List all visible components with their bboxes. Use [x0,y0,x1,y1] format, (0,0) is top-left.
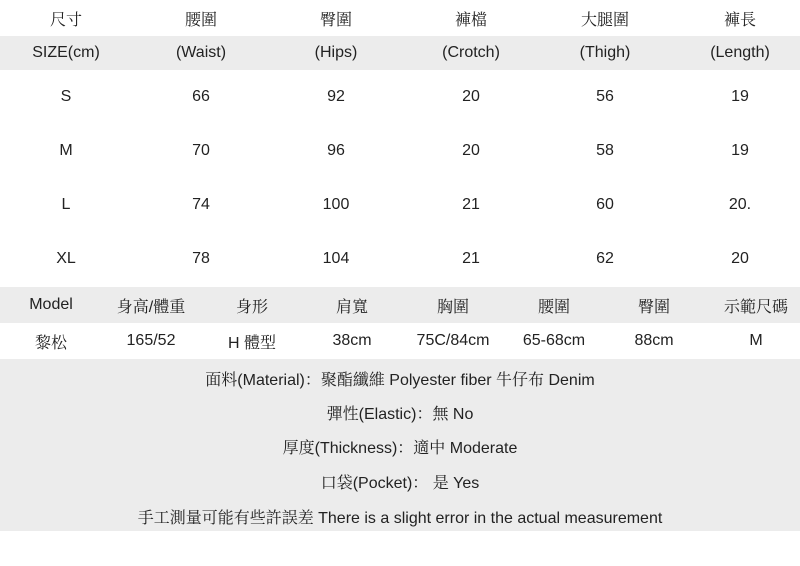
size-label: XL [56,250,76,267]
size-header-zh-row [0,0,800,36]
waist-value: 66 [192,88,210,105]
thigh-value: 58 [596,142,614,159]
thigh-value: 60 [596,196,614,213]
model-header-hips: 臀圍 [637,298,671,316]
info-material: 面料(Material)：聚酯纖維 Polyester fiber 牛仔布 Denim [205,372,595,389]
header-waist-en: (Waist) [175,44,227,61]
model-size-worn: M [749,332,763,349]
info-thickness: 厚度(Thickness)：適中 Moderate [282,440,518,457]
waist-value: 74 [192,196,210,213]
waist-value: 70 [192,142,210,159]
table-row [0,124,800,178]
crotch-value: 20 [462,142,480,159]
header-thigh-en: (Thigh) [579,44,631,61]
hips-value: 96 [327,142,345,159]
info-block [0,359,800,531]
table-row [0,178,800,232]
hips-value: 104 [322,250,350,267]
info-disclaimer: 手工測量可能有些許誤差 There is a slight error in the actual measurement [137,510,663,527]
header-hips-zh: 臀圍 [319,11,353,29]
length-value: 20. [728,196,752,213]
size-label: S [60,88,72,105]
model-name: 黎松 [34,334,68,352]
table-row [0,232,800,286]
model-header-shoulder: 肩寬 [335,298,369,316]
model-row [0,323,800,359]
model-hips: 88cm [634,332,674,349]
model-header-row [0,287,800,323]
size-label: L [61,196,71,213]
thigh-value: 56 [596,88,614,105]
model-height-weight: 165/52 [126,332,176,349]
crotch-value: 21 [462,196,480,213]
model-header-waist: 腰圍 [537,298,571,316]
header-hips-en: (Hips) [314,44,358,61]
header-size-zh: 尺寸 [49,11,83,29]
header-crotch-zh: 褲檔 [454,11,488,29]
model-shoulder: 38cm [332,332,372,349]
header-length-en: (Length) [710,44,770,61]
model-header-height-weight: 身高/體重 [116,298,186,316]
model-header-chest: 胸圍 [436,298,470,316]
crotch-value: 21 [462,250,480,267]
hips-value: 92 [327,88,345,105]
length-value: 20 [731,250,749,267]
header-size-en: SIZE(cm) [32,44,100,61]
model-chest: 75C/84cm [416,332,490,349]
header-crotch-en: (Crotch) [442,44,500,61]
model-header-body-type: 身形 [235,298,269,316]
length-value: 19 [731,142,749,159]
header-thigh-zh: 大腿圍 [580,11,630,29]
crotch-value: 20 [462,88,480,105]
model-header-size-worn: 示範尺碼 [723,298,789,316]
model-header-model: Model [29,296,73,313]
hips-value: 100 [322,196,350,213]
size-label: M [59,142,73,159]
header-waist-zh: 腰圍 [184,11,218,29]
table-row [0,70,800,124]
thigh-value: 62 [596,250,614,267]
size-header-en-row [0,36,800,70]
waist-value: 78 [192,250,210,267]
header-length-zh: 褲長 [723,11,757,29]
model-waist: 65-68cm [522,332,586,349]
info-elastic: 彈性(Elastic)：無 No [326,406,474,423]
info-pocket: 口袋(Pocket)： 是 Yes [320,475,480,492]
model-body-type: H 體型 [227,334,277,352]
length-value: 19 [731,88,749,105]
